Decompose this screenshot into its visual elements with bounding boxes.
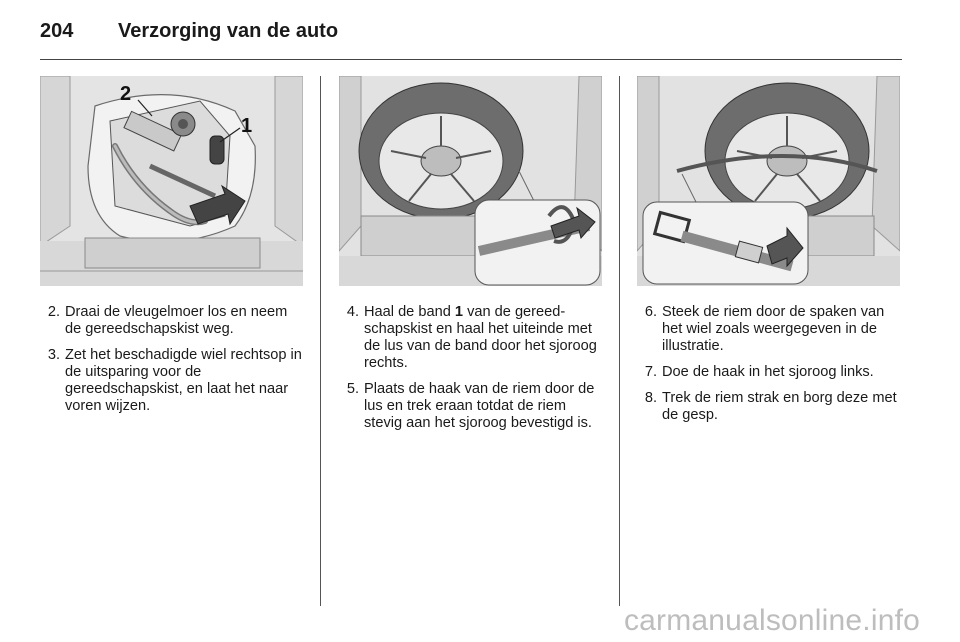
callout-2: 2 — [120, 83, 132, 105]
steps-column-1 — [40, 304, 306, 424]
toolkit-illustration — [40, 76, 303, 286]
list-item: 4. Haal de band 1 van de gereedschapskist en haal het uiteinde met de lus van de band door het sjoroog rechts. — [346, 304, 597, 371]
list-item: 5. Plaats de haak van de riem door de lus en trek eraan totdat de riem stevig aan het sjoroog bevestigd is. — [346, 381, 595, 431]
watermark: carmanualsonline.info — [623, 604, 920, 637]
column-divider-1 — [320, 76, 321, 606]
list-item: 8. Trek de riem strak en borg deze met de gesp. — [644, 390, 897, 423]
list-item: 2. Draai de vleugelmoer los en neem de gereedschapskist weg. — [47, 304, 288, 337]
band-reference: 1 — [454, 304, 464, 320]
steps-column-2 — [339, 304, 605, 441]
step-text: Trek de riem strak en borg deze met de gesp. — [662, 390, 897, 423]
step-text: Haal de band 1 van de gereedschapskist en haal het uiteinde met de lus van de band door het sjoroog rechts. — [364, 304, 597, 371]
list-item: 7. Doe de haak in het sjoroog links. — [644, 364, 874, 380]
step-text: Plaats de haak van de riem door de lus en trek eraan totdat de riem stevig aan het sjoroog bevestigd is. — [364, 381, 595, 431]
strap-spokes-illustration — [637, 76, 900, 286]
header-rule — [40, 59, 902, 60]
step-text: Doe de haak in het sjoroog links. — [662, 364, 874, 380]
column-divider-2 — [619, 76, 620, 606]
wheel-strap-illustration — [339, 76, 602, 286]
callout-1: 1 — [241, 115, 253, 137]
page-title: Verzorging van de auto — [118, 20, 339, 42]
page-number: 204 — [40, 20, 74, 42]
steps-column-3 — [637, 304, 905, 433]
step-text: Steek de riem door de spaken van het wiel zoals weergegeven in de illustratie. — [662, 304, 885, 354]
list-item: 3. Zet het beschadigde wiel rechtsop in de uitsparing voor de gereedschapskist, en laat het naar voren wijzen. — [47, 347, 302, 414]
step-text: Draai de vleugelmoer los en neem de gereedschapskist weg. — [65, 304, 288, 337]
figure-wheel-strap — [339, 76, 602, 286]
page-header — [40, 20, 338, 48]
list-item: 6. Steek de riem door de spaken van het wiel zoals weergegeven in de illustratie. — [644, 304, 885, 354]
figure-toolkit — [40, 76, 303, 286]
step-text: Zet het beschadigde wiel rechtsop in de uitsparing voor de gereedschapskist, en laat het naar voren wijzen. — [65, 347, 302, 414]
figure-strap-spokes — [637, 76, 900, 286]
